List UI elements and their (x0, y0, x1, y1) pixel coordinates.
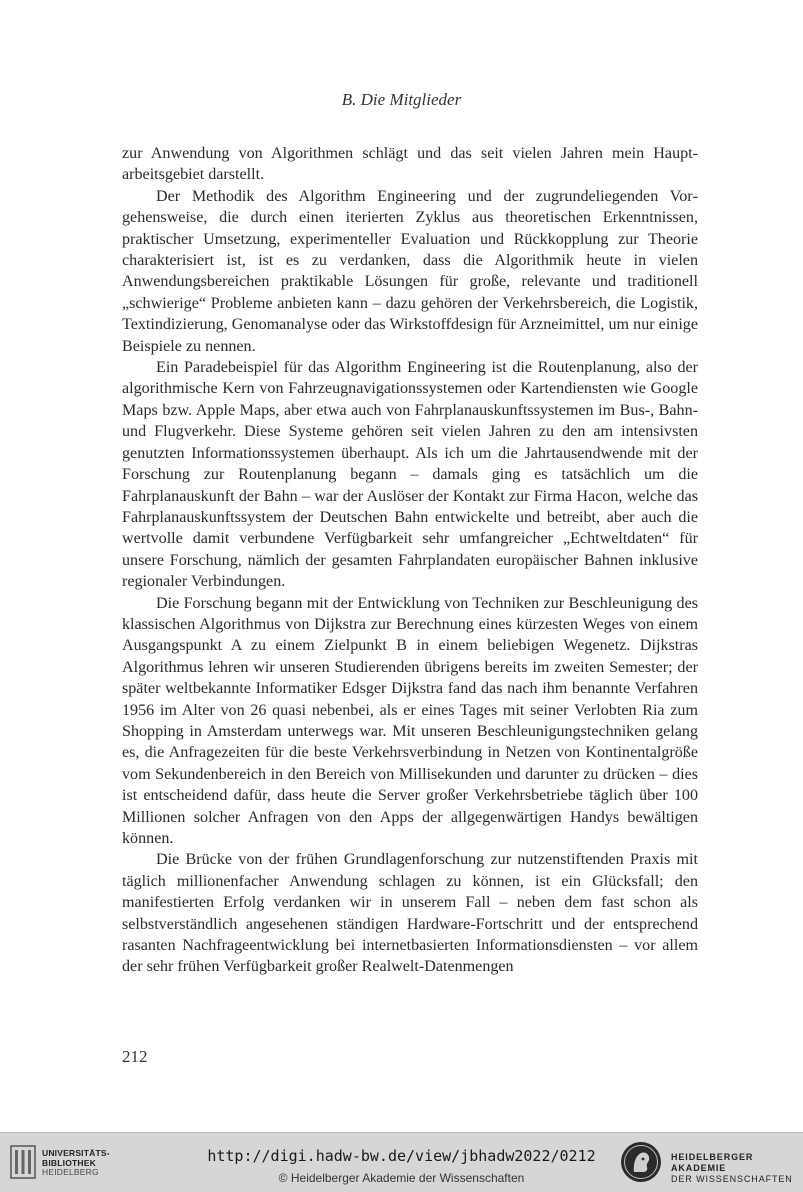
paragraph-2: Der Methodik des Algorithm Engineering und der zugrundeliegenden Vorgehensweise, die durch einen iterierten Zyklus aus theoretischen Erkenntnissen, praktischer Umsetzung, experimenteller Evaluation und Rückkopplung zur Theorie charakterisiert ist, ist es zu verdanken, dass die Algorithmik heute in vielen Anwendungsbereichen praktikable Lösungen für große, relevante und traditionell „schwierige“ Probleme anbieten kann – dazu gehören der Verkehrsbereich, die Logistik, Textindizierung, Genomanalyse oder das Wirkstoffdesign für Arzneimittel, um nur einige Beispiele zu nennen. (122, 187, 698, 355)
body-text (122, 143, 698, 978)
academy-line-1: HEIDELBERGER AKADEMIE (671, 1152, 754, 1173)
permalink-url[interactable]: http://digi.hadw-bw.de/view/jbhadw2022/0212 (207, 1147, 596, 1165)
paragraph-5: Die Brücke von der frühen Grundlagenforschung zur nutzenstiftenden Praxis mit täglich millionenfacher Anwendung schlagen zu können, ist ein Glücksfall; den manifestierten Erfolg verdanken wir in unserem Fall – neben dem fast schon als selbstverständlich angesehenen ständigen Hardware-Fortschritt und der entsprechend rasanten Nachfrageentwicklung bei internetbasierten Informationsdiensten – vor allem der sehr frühen Verfügbarkeit großer Realwelt-Datenmengen (122, 851, 698, 976)
library-line-1: UNIVERSITÄTS- (42, 1148, 110, 1158)
viewer-footer (0, 1132, 803, 1192)
paragraph-4: Die Forschung begann mit der Entwicklung von Techniken zur Beschleunigung des klassischen Algorithmus von Dijkstra zur Berechnung eines kürzesten Weges von einem Ausgangspunkt A zu einem Zielpunkt B in einem beliebigen Wegenetz. Dijkstras Algorithmus lehren wir unseren Studierenden übrigens bereits im zweiten Semester; der später weltbekannte Informatiker Edsger Dijkstra fand das nach ihm benannte Verfahren 1956 im Alter von 26 quasi nebenbei, als er eines Tages mit seiner Verlobten Ria zum Shopping in Amsterdam unterwegs war. Mit unseren Beschleunigungstechniken gelang es, die Anfragezeiten für die beste Verkehrsverbindung in Netzen von Kontinentalgröße vom Sekundenbereich in den Bereich von Millisekunden und darunter zu drücken – dies ist entscheidend dafür, dass heute die Server großer Verkehrsbetriebe täglich über 100 Millionen solcher Anfragen von den Apps der allgegenwärtigen Handys bewältigen können. (122, 594, 698, 847)
academy-logo[interactable] (620, 1139, 800, 1185)
paragraph-3: Ein Paradebeispiel für das Algorithm Engineering ist die Routenplanung, also der algorithmische Kern von Fahrzeugnavigationssystemen oder Kartendiensten wie Google Maps bzw. Apple Maps, aber etwa auch von Fahrplanauskunftssystemen im Bus-, Bahn- und Flugverkehr. Diese Systeme gehören seit vielen Jahren zu den am intensivsten genutzten Informationssystemen überhaupt. Als ich um die Jahrtausendwende mit der Forschung zur Routenplanung begann – damals ging es tatsächlich um die Fahrplanauskunft der Bahn – war der Auslöser der Kontakt zur Firma Hacon, welche das Fahrplanauskunftssystem der Deutschen Bahn entwickelte und betreibt, aber auch die wertvolle damit verbundene Verfügbarkeit sehr umfangreicher „Echtweltdaten“ für unsere Forschung, nämlich der gesamten Fahrplandaten europäischer Bahnen inklusive regionaler Verbindungen. (122, 359, 698, 591)
academy-seal-icon (620, 1141, 662, 1183)
paragraph-1: zur Anwendung von Algorithmen schlägt und das seit vielen Jahren mein Hauptarbeitsgebiet darstellt. (122, 145, 698, 184)
library-line-3: HEIDELBERG (42, 1167, 99, 1177)
running-title: B. Die Mitglieder (341, 90, 462, 109)
copyright-notice: © Heidelberger Akademie der Wissenschaften (278, 1171, 525, 1185)
academy-line-2: DER WISSENSCHAFTEN (671, 1174, 793, 1184)
library-line-2: BIBLIOTHEK (42, 1157, 96, 1168)
academy-name (671, 1152, 800, 1185)
page-number: 212 (122, 1047, 148, 1066)
